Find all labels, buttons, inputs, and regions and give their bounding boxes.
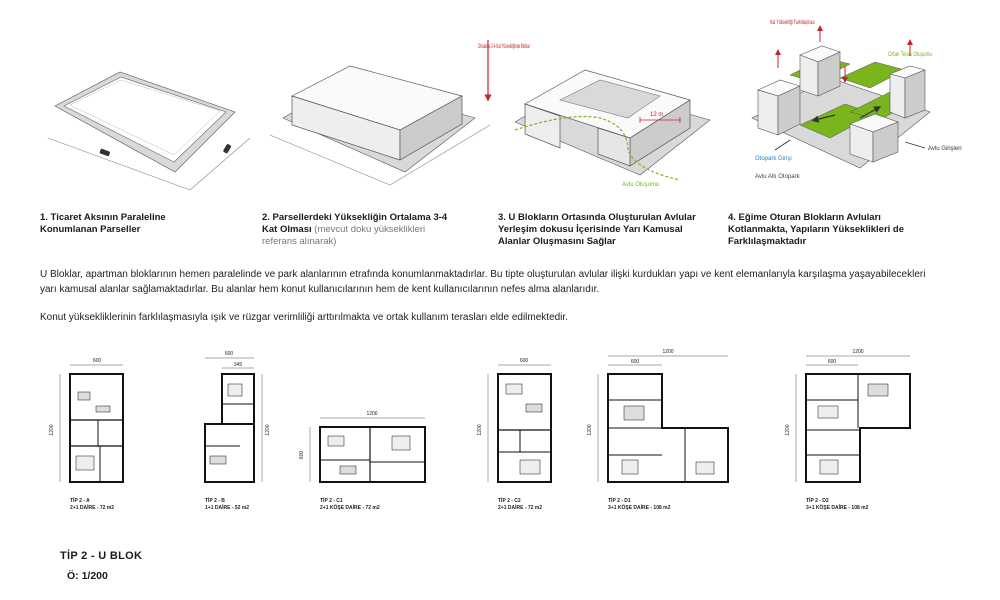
plan-label: TİP 2 - A 2+1 DAİRE - 72 m2 <box>70 498 115 511</box>
svg-text:600: 600 <box>224 351 234 357</box>
caption-2: 2. Parsellerdeki Yüksekliğin Ortalama 3-4 Kat Olması (mevcut doku yükseklikleri referans alınarak) <box>262 212 448 247</box>
svg-text:1200: 1200 <box>852 349 864 355</box>
floor-plan-tip-2-c2 <box>498 374 551 482</box>
car-icon <box>223 144 232 154</box>
svg-text:1200: 1200 <box>662 349 674 355</box>
caption-4: 4. Eğime Oturan Blokların Avluları Kotlanmakta, Yapıların Yükseklikleri de Farklılaşmaktadır <box>728 212 905 247</box>
description-paragraph: Konut yüksekliklerinin farklılaşmasıyla ışık ve rüzgar verimliliği arttırılmakta ve ortak kullanım terasları elde edilmektedir. <box>40 312 568 323</box>
svg-text:1200: 1200 <box>265 424 271 436</box>
svg-text:1200: 1200 <box>477 424 483 436</box>
dimension-text <box>49 349 864 459</box>
plan-label: TİP 2 - C1 2+1 KÖŞE DAİRE - 72 m2 <box>320 498 380 511</box>
leader-line <box>905 142 925 148</box>
svg-text:1200: 1200 <box>49 424 55 436</box>
d4-height: Kat Yüksekliği Farklılaşması <box>770 20 816 26</box>
svg-text:1200: 1200 <box>366 411 378 417</box>
diagram-4-terraces <box>752 28 930 168</box>
svg-text:600: 600 <box>299 450 305 460</box>
car-icon <box>99 148 110 156</box>
svg-text:345: 345 <box>233 362 243 368</box>
svg-text:600: 600 <box>92 358 102 364</box>
block-title: TİP 2 - U BLOK <box>60 550 143 562</box>
plan-label: TİP 2 - D2 3+1 KÖŞE DAİRE - 108 m2 <box>806 498 869 511</box>
svg-text:1200: 1200 <box>785 424 791 436</box>
d3-courtyard: Avlu Oluşumu <box>622 182 660 188</box>
caption-1: 1. Ticaret Aksının Paraleline Konumlanan Parseller <box>40 212 166 235</box>
description-paragraph: U Bloklar, apartman bloklarının hemen paralelinde ve park alanlarının etrafında konumlanmaktadırlar. Bu tipte oluşturulan avlular ilişki kurdukları yapı ve kent elemanlarıyla karşılaşma yaşayabilecekleri yarı kamusal alanlar sağlamaktadırlar. Bu alanlar hem konut kullanıcılarının hem de kent kullanıcılarının nefes alma alanlarıdır. <box>40 269 926 295</box>
svg-text:600: 600 <box>630 359 640 365</box>
d4-parking: Otopark Girişi <box>755 156 792 162</box>
d3-dimension: 12 m <box>650 112 664 118</box>
floor-plan-tip-2-d1 <box>608 374 728 482</box>
plan-label: TİP 2 - C2 2+1 DAİRE - 72 m2 <box>498 498 543 511</box>
parking-arrow <box>775 140 790 150</box>
d4-entrance: Avlu Girişleri <box>928 146 962 152</box>
floor-plan-tip-2-c1 <box>320 427 425 482</box>
d4-terrace: Ortak Teras Oluşumu <box>888 52 932 58</box>
d4-parking-below: Avlu Altı Otopark <box>755 174 800 180</box>
caption-3: 3. U Blokların Ortasında Oluşturulan Avlular Yerleşim dokusu İçerisinde Yarı Kamusal Alanlar Oluşmasını Sağlar <box>498 212 696 247</box>
plan-label: TİP 2 - D1 3+1 KÖŞE DAİRE - 108 m2 <box>608 498 671 511</box>
floor-plan-tip-2-a <box>70 374 123 482</box>
diagram-1-parcel <box>48 72 250 190</box>
svg-text:600: 600 <box>827 359 837 365</box>
diagram-2-mass <box>270 66 490 185</box>
floor-plan-tip-2-d2 <box>806 374 910 482</box>
block-scale: Ö: 1/200 <box>67 570 108 582</box>
svg-text:1200: 1200 <box>587 424 593 436</box>
d3-annotation: Ortalama 3-4 Kat Yüksekliğinde Bloklar <box>478 44 530 50</box>
plan-label: TİP 2 - B 1+1 DAİRE - 52 m2 <box>205 498 250 511</box>
dimension-lines <box>60 356 910 482</box>
floor-plan-tip-2-b <box>205 374 254 482</box>
diagram-3-u-block <box>488 40 710 180</box>
svg-text:600: 600 <box>519 358 529 364</box>
